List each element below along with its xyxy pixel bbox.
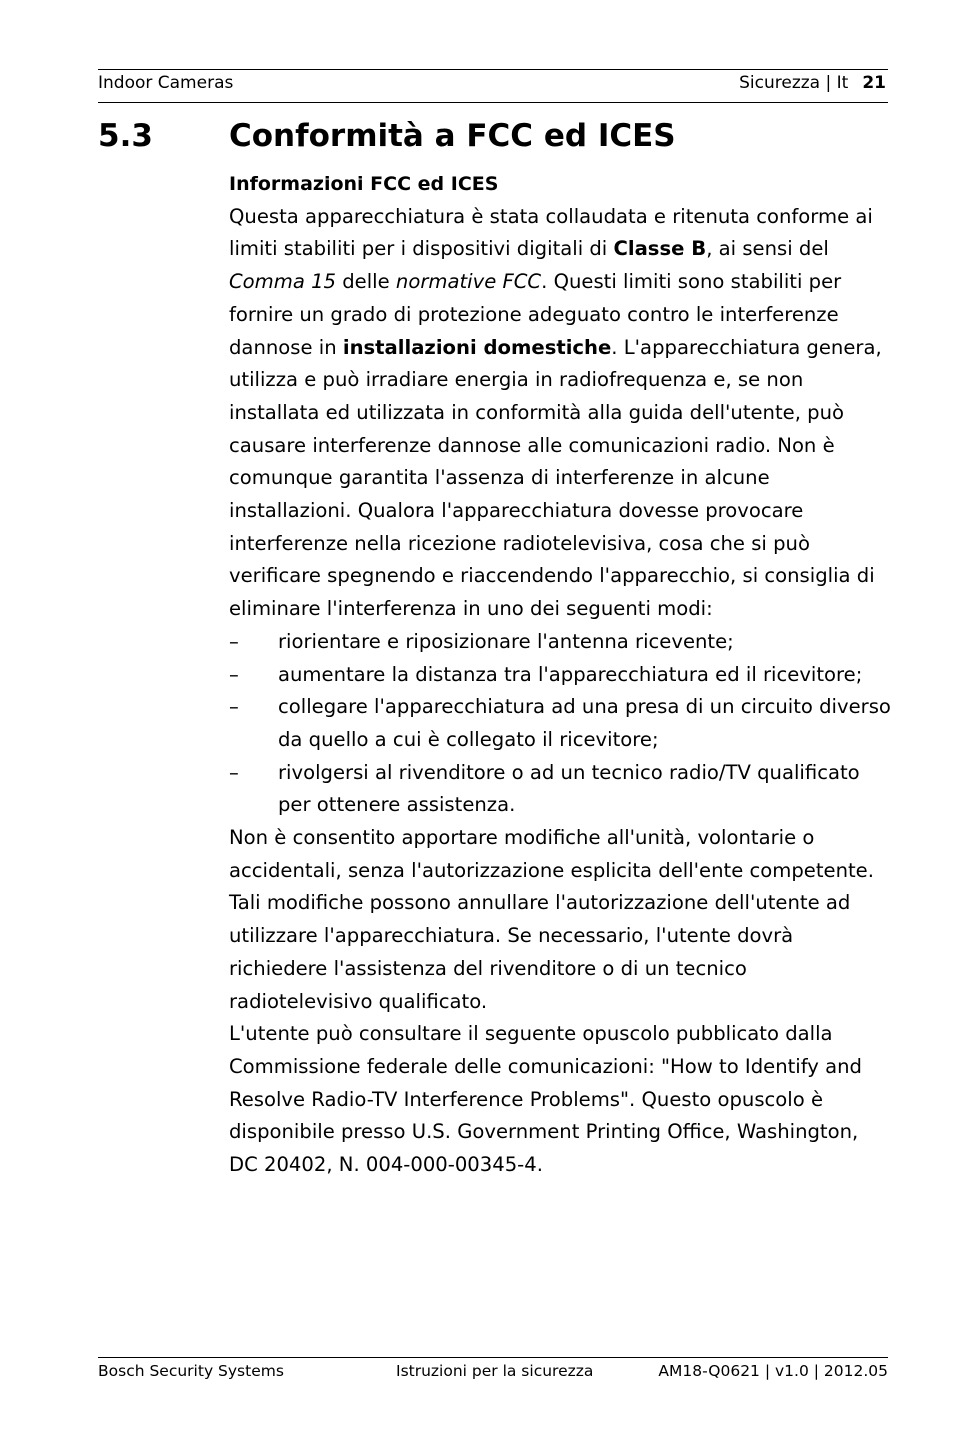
dash-marker: – (229, 662, 239, 686)
paragraph-modifications: Non è consentito apportare modifiche all'unità, volontarie o accidentali, senza l'autorizzazione esplicita dell'ente competente. Tali modifiche possono annullare l'autorizzazione dell'utente ad utilizzare l'apparecchiatura. Se necessario, l'utente dovrà richiedere l'assistenza del rivenditore o di un tecnico radiotelevisivo qualificato. (229, 826, 874, 1013)
page-header (98, 69, 888, 103)
list-item-text: aumentare la distanza tra l'apparecchiatura ed il ricevitore; (278, 662, 863, 686)
section-title: Conformità a FCC ed ICES (229, 118, 676, 154)
list-item (229, 757, 891, 822)
list-item-text: rivolgersi al rivenditore o ad un tecnico radio/TV qualificato per ottenere assistenza. (278, 760, 860, 817)
dash-marker: – (229, 629, 239, 653)
dash-marker: – (229, 760, 239, 784)
footer-doc-title: Istruzioni per la sicurezza (396, 1362, 594, 1380)
page-number: 21 (862, 73, 886, 93)
footer-doc-id: AM18-Q0621 | v1.0 | 2012.05 (658, 1362, 888, 1380)
header-right (739, 73, 886, 93)
dash-marker: – (229, 695, 239, 719)
body-content (229, 168, 891, 1182)
para1-italic-normative: normative FCC (395, 270, 542, 294)
section-number: 5.3 (98, 118, 153, 154)
para1-italic-comma: Comma 15 (229, 270, 337, 294)
list-item-text: riorientare e riposizionare l'antenna ricevente; (278, 629, 734, 653)
list-item (229, 659, 891, 692)
para1-text-4: . Questi limiti sono stabiliti per fornire un grado di protezione adeguato contro le interferenze dannose in (229, 270, 842, 359)
subheading: Informazioni FCC ed ICES (229, 173, 499, 195)
para1-text-5: . L'apparecchiatura genera, utilizza e può irradiare energia in radiofrequenza e, se non installata ed utilizzata in conformità alla guida dell'utente, può causare interferenze dannose alle comunicazioni radio. Non è comunque garantita l'assenza di interferenze in alcune installazioni. Qualora l'apparecchiatura dovesse provocare interferenze nella ricezione radiotelevisiva, cosa che si può verificare spegnendo e riaccendendo l'apparecchio, si consiglia di eliminare l'interferenza in uno dei seguenti modi: (229, 335, 882, 621)
footer-company: Bosch Security Systems (98, 1362, 284, 1380)
page-footer (98, 1357, 888, 1384)
para1-text-2: , ai sensi del (706, 237, 829, 261)
remedy-list (229, 626, 891, 822)
para1-bold-installations: installazioni domestiche (342, 335, 612, 359)
header-chapter: Sicurezza | It (739, 73, 849, 93)
list-item (229, 691, 891, 756)
para1-bold-class: Classe B (613, 237, 707, 261)
list-item (229, 626, 891, 659)
list-item-text: collegare l'apparecchiatura ad una presa di un circuito diverso da quello a cui è collegato il ricevitore; (278, 695, 891, 751)
para1-text-3: delle (336, 270, 396, 294)
paragraph-booklet: L'utente può consultare il seguente opuscolo pubblicato dalla Commissione federale delle comunicazioni: "How to Identify and Resolve Radio-TV Interference Problems". Questo opuscolo è disponibile presso U.S. Government Printing Office, Washington, DC 20402, N. 004-000-00345-4. (229, 1022, 862, 1177)
header-product: Indoor Cameras (98, 73, 234, 93)
paragraph-fcc-info (229, 201, 891, 626)
para1-text-1: Questa apparecchiatura è stata collaudata e ritenuta conforme ai limiti stabiliti per i dispositivi digitali di (229, 204, 873, 261)
section-heading (98, 118, 888, 162)
